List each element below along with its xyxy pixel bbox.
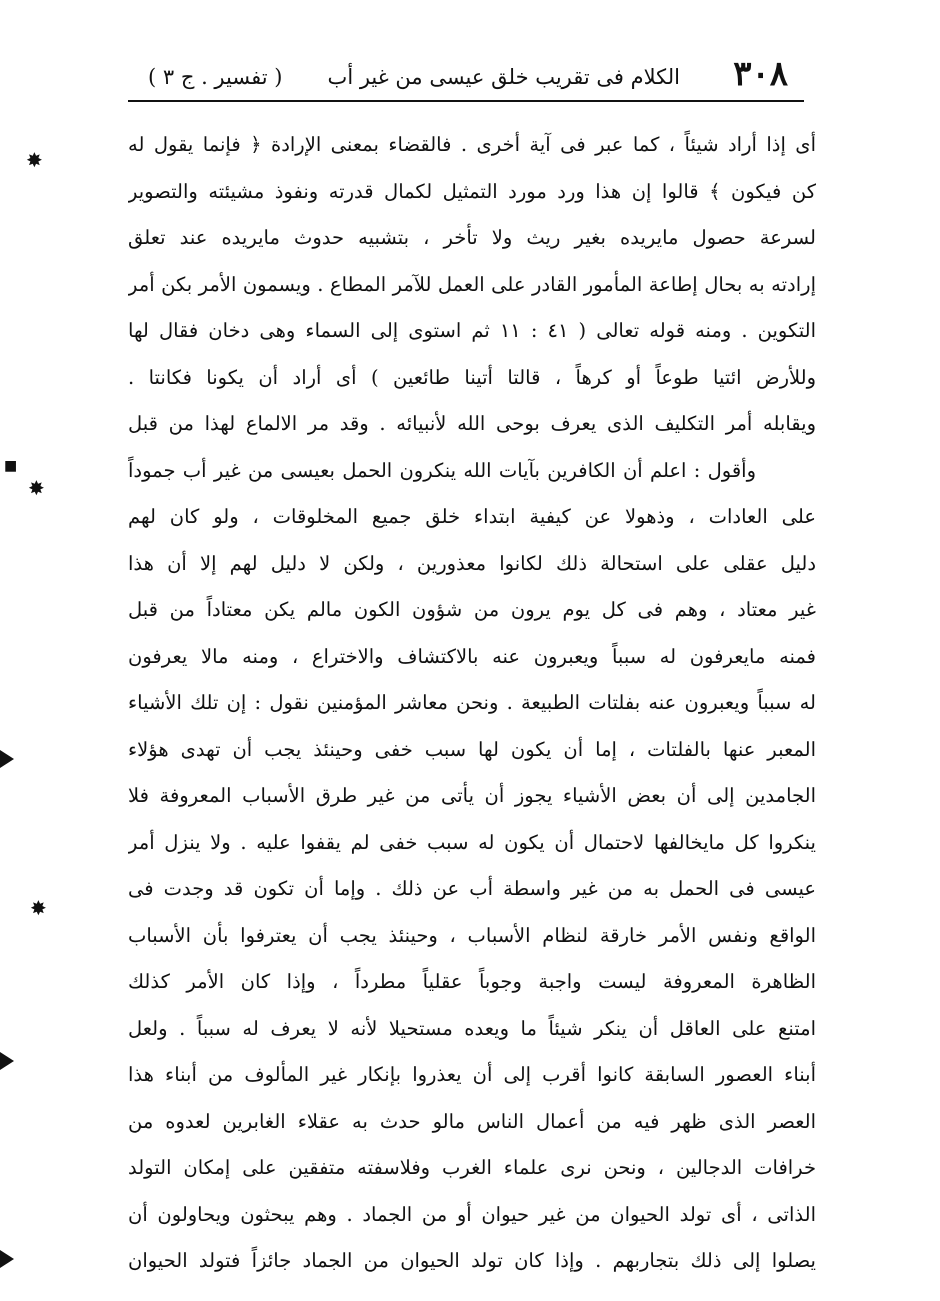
text-line: التكوين . ومنه قوله تعالى ( ٤١ : ١١ ثم استوى إلى السماء وهى دخان فقال لها [128, 319, 816, 342]
text-line: لسرعة حصول مايريده بغير ريث ولا تأخر ، بتشبيه حدوث مايريده عند تعلق [128, 226, 816, 249]
text-line: إرادته به بحال إطاعة المأمور القادر على العمل للآمر المطاع . ويسمون الأمر بكن أمر [128, 272, 816, 296]
text-line: ينكروا كل مايخالفها لاحتمال أن يكون له سبب خفى لم يقفوا عليه . ولا ينزل أمر [128, 830, 816, 854]
page-number: ٣٠٨ [733, 54, 788, 94]
text-line: المعبر عنها بالفلتات ، إما أن يكون لها سبب خفى وحينئذ يجب أن تهدى هؤلاء [128, 737, 816, 761]
text-line: الجامدين إلى أن بعض الأشياء يجوز أن يأتى من غير طرق الأسباب المعروفة فلا [128, 784, 816, 807]
header-rule [128, 100, 804, 102]
text-line: دليل عقلى على استحالة ذلك لكانوا معذورين ، ولكن لا دليل لهم إلا أن هذا [128, 551, 816, 575]
text-line: امتنع على العاقل أن ينكر شيئاً ما ويعده مستحيلا لأنه لا يعرف له سبباً . ولعل [128, 1016, 816, 1040]
edge-pointer-mark [0, 750, 14, 768]
text-line: الذاتى ، أى تولد الحيوان من غير حيوان أو من الجماد . وهم يبحثون ويحاولون أن [128, 1202, 816, 1226]
margin-blot-mark: ✸ [28, 476, 45, 500]
text-line: أى إذا أراد شيئاً ، كما عبر فى آية أخرى . فالقضاء بمعنى الإرادة ﴿ فإنما يقول له [128, 133, 816, 156]
text-line: العصر الذى ظهر فيه من أعمال الناس مالو حدث به عقلاء الغابرين لعدوه من [128, 1109, 816, 1133]
text-line: يصلوا إلى ذلك بتجاربهم . وإذا كان تولد الحيوان من الجماد جائزاً فتولد الحيوان [128, 1249, 816, 1272]
text-line: فمنه مايعرفون له سبباً ويعبرون عنه بالاكتشاف والاختراع ، ومنه مالا يعرفون [128, 644, 816, 668]
text-line: أبناء العصور السابقة كانوا أقرب إلى أن يعذروا بإنكار غير المألوف من أبناء هذا [128, 1063, 816, 1086]
edge-pointer-mark [0, 1250, 14, 1268]
text-line: على العادات ، وذهولا عن كيفية ابتداء خلق جميع المخلوقات ، ولو كان لهم [128, 505, 816, 528]
text-line: خرافات الدجالين ، ونحن نرى علماء الغرب وفلاسفته متفقين على إمكان التولد [128, 1156, 816, 1179]
section-label: ( تفسير . ج ٣ ) [148, 65, 283, 89]
text-line: غير معتاد ، وهم فى كل يوم يرون من شؤون الكون مالم يكن معتاداً من قبل [128, 598, 816, 621]
body-text [128, 122, 816, 1285]
text-line: عيسى فى الحمل به من غير واسطة أب عن ذلك . وإما أن تكون قد وجدت فى [128, 877, 816, 900]
page-header [128, 52, 788, 100]
margin-blot-mark: ✸ [26, 148, 43, 172]
text-line: وأقول : اعلم أن الكافرين بآيات الله ينكرون الحمل بعيسى من غير أب جموداً [128, 458, 756, 482]
margin-dot-mark: ■ [4, 458, 18, 474]
text-line: الواقع ونفس الأمر خارقة لنظام الأسباب ، وحينئذ يجب أن يعترفوا بأن الأسباب [128, 923, 816, 947]
text-line: وللأرض ائتيا طوعاً أو كرهاً ، قالتا أتينا طائعين ) أى أراد أن يكونا فكانتا . [128, 365, 816, 389]
text-line: له سبباً ويعبرون عنه بفلتات الطبيعة . ونحن معاشر المؤمنين نقول : إن تلك الأشياء [128, 691, 816, 714]
edge-pointer-mark [0, 1052, 14, 1070]
text-line: ويقابله أمر التكليف الذى يعرف بوحى الله لأنبيائه . وقد مر الالماع لهذا من قبل [128, 412, 816, 435]
text-line: كن فيكون ﴾ قالوا إن هذا ورد مورد التمثيل لكمال قدرته ونفوذ مشيئته والتصوير [128, 179, 816, 203]
text-line: الظاهرة المعروفة ليست واجبة وجوباً عقلياً مطرداً ، وإذا كان الأمر كذلك [128, 970, 816, 993]
running-title: الكلام فى تقريب خلق عيسى من غير أب [327, 65, 680, 89]
margin-blot-mark: ✸ [30, 896, 47, 920]
